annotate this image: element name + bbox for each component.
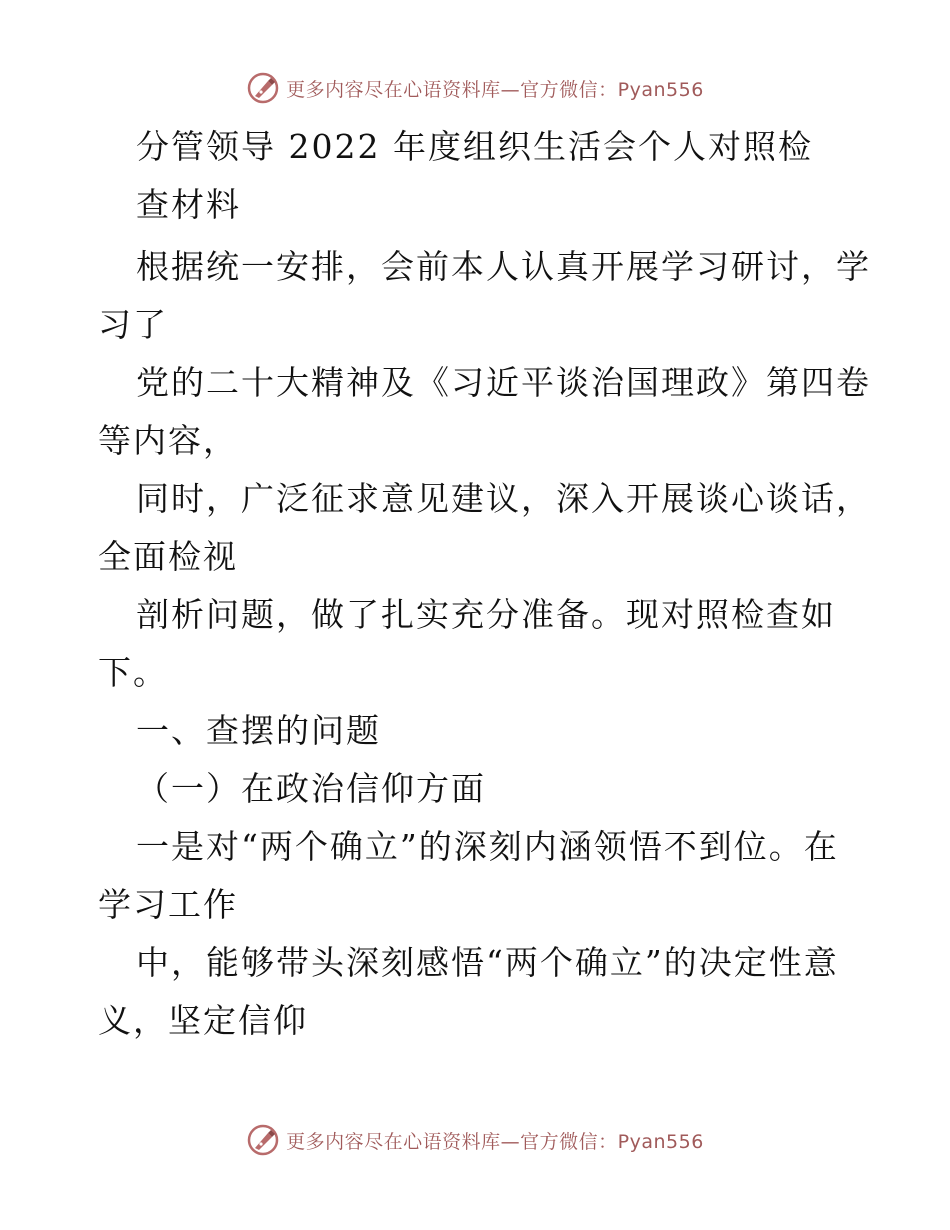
paragraph-line: 一是对“两个确立”的深刻内涵领悟不到位。在 <box>136 827 839 866</box>
paragraph-line: 剖析问题，做了扎实充分准备。现对照检查如 <box>136 595 836 634</box>
paragraph-line: 习了 <box>98 305 168 344</box>
paragraph-line: 下。 <box>98 653 168 692</box>
document-title-line-2: 查材料 <box>136 185 241 224</box>
paragraph-line: 全面检视 <box>98 537 238 576</box>
paragraph-line: 根据统一安排，会前本人认真开展学习研讨，学 <box>136 247 871 286</box>
footer-banner <box>0 1120 950 1160</box>
banner-text: 更多内容尽在心语资料库—官方微信：Pyan556 <box>286 1130 704 1153</box>
paragraph-line: 等内容， <box>98 421 238 460</box>
fountain-pen-logo-icon <box>246 71 280 105</box>
section-heading: 一、查摆的问题 <box>136 711 381 750</box>
paragraph-line: 义，坚定信仰 <box>98 1001 308 1040</box>
fountain-pen-logo-icon <box>246 1123 280 1157</box>
paragraph-line: 党的二十大精神及《习近平谈治国理政》第四卷 <box>136 363 871 402</box>
document-title-line-1: 分管领导 2022 年度组织生活会个人对照检 <box>136 127 813 166</box>
banner-text: 更多内容尽在心语资料库—官方微信：Pyan556 <box>286 78 704 101</box>
paragraph-line: 同时，广泛征求意见建议，深入开展谈心谈话， <box>136 479 871 518</box>
paragraph-line: 中，能够带头深刻感悟“两个确立”的决定性意 <box>136 943 839 982</box>
subsection-heading: （一）在政治信仰方面 <box>136 769 486 808</box>
paragraph-line: 学习工作 <box>98 885 238 924</box>
header-banner <box>0 68 950 108</box>
